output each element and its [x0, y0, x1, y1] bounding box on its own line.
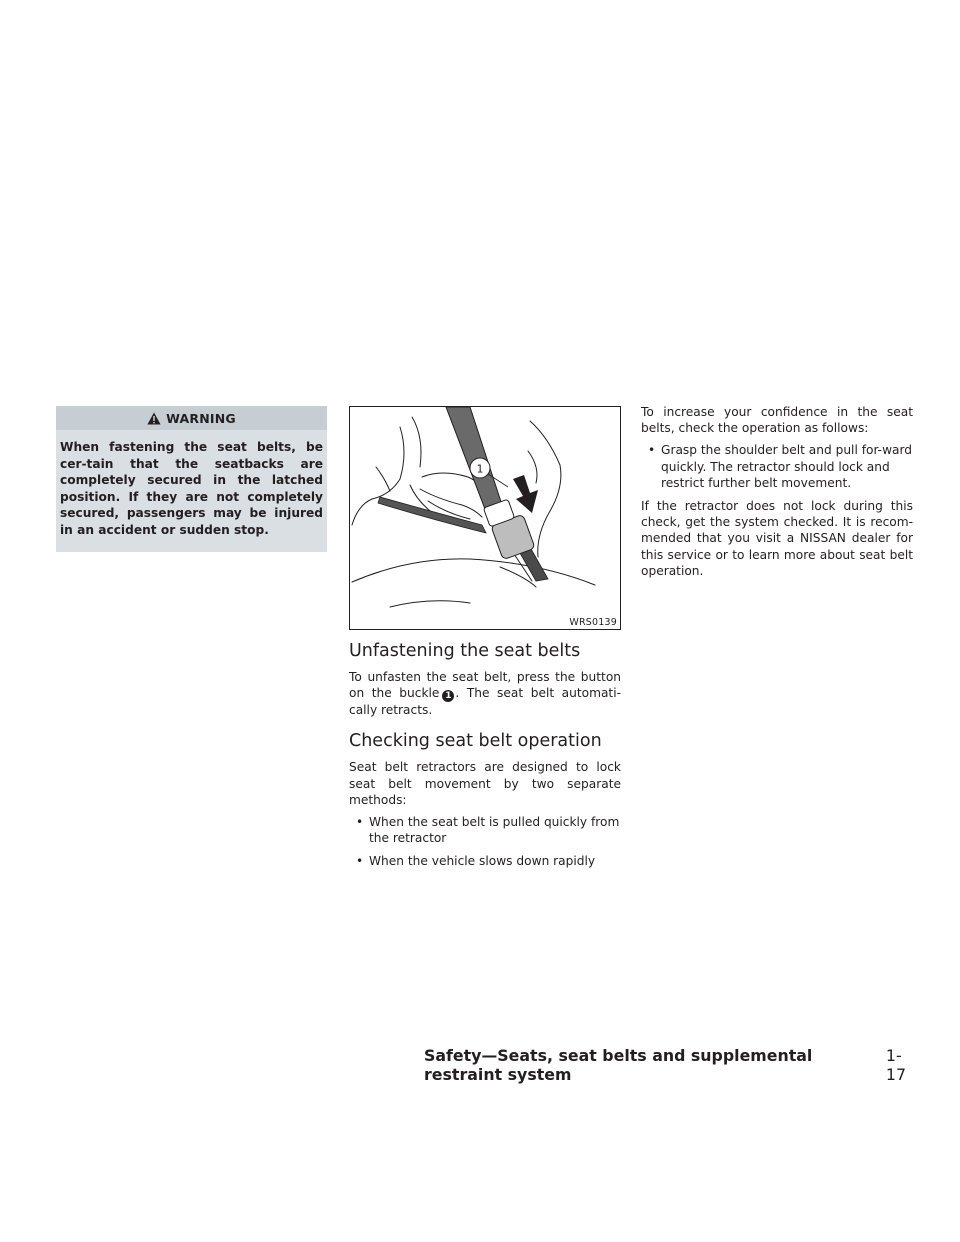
checking-intro: Seat belt retractors are designed to lock seat belt movement by two separate methods: [349, 760, 621, 807]
seat-belt-buckle-illustration [349, 406, 621, 630]
list-item: • When the seat belt is pulled quickly from the retractor [349, 814, 621, 846]
warning-text: When fastening the seat belts, be cer-tain that the seatbacks are completely secured in the latched position. If they are not completely secured, passengers may be injured in an accident or sudden stop. [60, 440, 323, 537]
page-footer [424, 1046, 916, 1084]
unfastening-text-start: To unfasten the seat belt, press the button on the buckle [349, 670, 621, 701]
checking-heading: Checking seat belt operation [349, 731, 602, 752]
warning-triangle-icon [147, 412, 161, 425]
middle-column [349, 406, 621, 870]
confidence-intro: To increase your confidence in the seat belts, check the operation as follows: [641, 405, 913, 436]
list-item: • When the vehicle slows down rapidly [349, 853, 621, 869]
figure-callout-1: 1 [476, 462, 484, 476]
right-column [641, 404, 913, 579]
warning-box [56, 406, 327, 552]
unfastening-text-end: . The seat belt automati-cally retracts. [349, 686, 621, 718]
page-number: 1-17 [885, 1046, 907, 1084]
list-item: • Grasp the shoulder belt and pull for-ward quickly. The retractor should lock and restrict further belt movement. [641, 442, 913, 491]
callout-1-icon: 1 [442, 690, 454, 702]
left-column [56, 406, 327, 552]
warning-header [56, 406, 327, 430]
confidence-closing: If the retractor does not lock during this check, get the system checked. It is recom-mended that you visit a NISSAN dealer for this service or to learn more about seat belt operation. [641, 499, 913, 578]
warning-title: WARNING [166, 410, 236, 426]
unfastening-paragraph [349, 669, 621, 718]
figure-code: WRS0139 [569, 617, 617, 628]
footer-section-title: Safety—Seats, seat belts and supplemental restraint system [424, 1046, 813, 1084]
unfastening-heading: Unfastening the seat belts [349, 641, 581, 661]
buckle-drawing [350, 407, 620, 629]
